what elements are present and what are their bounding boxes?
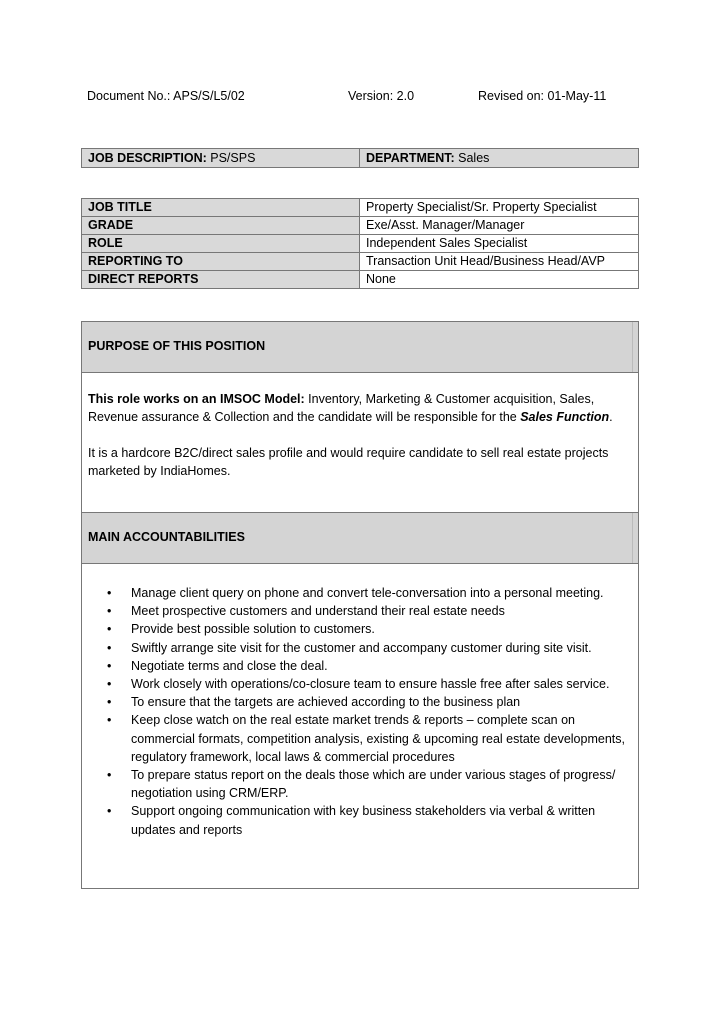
list-item: [82, 802, 638, 838]
list-item: [82, 657, 638, 675]
purpose-paragraph-profile: It is a hardcore B2C/direct sales profile and would require candidate to sell real estate projects marketed by IndiaHomes.: [88, 446, 609, 478]
list-item: [82, 711, 638, 766]
job-description-row: [82, 149, 639, 168]
job-description-cell: [82, 149, 360, 168]
department-cell: [360, 149, 639, 168]
job-description-label: JOB DESCRIPTION:: [88, 150, 207, 165]
accountabilities-title: MAIN ACCOUNTABILITIES: [88, 530, 245, 544]
purpose-model-end: .: [609, 410, 613, 424]
row-value: Exe/Asst. Manager/Manager: [360, 217, 639, 235]
list-item-text: Provide best possible solution to customers.: [131, 622, 375, 637]
bullet-icon: •: [107, 658, 112, 673]
document-header: [87, 89, 647, 105]
document-number: Document No.: APS/S/L5/02: [87, 89, 245, 103]
list-item-text: Swiftly arrange site visit for the customer and accompany customer during site visit.: [131, 640, 592, 655]
document-version: Version: 2.0: [348, 89, 415, 103]
list-item-text: Work closely with operations/co-closure team to ensure hassle free after sales service.: [131, 677, 610, 692]
list-item: [82, 639, 638, 657]
list-item-text: To ensure that the targets are achieved according to the business plan: [131, 695, 521, 710]
row-label: GRADE: [82, 217, 360, 235]
table-row: [82, 271, 639, 289]
list-item-text: Manage client query on phone and convert tele-conversation into a personal meeting.: [131, 586, 604, 600]
bullet-icon: •: [107, 677, 112, 692]
list-item: [82, 584, 638, 602]
bullet-icon: •: [107, 695, 112, 710]
table-row: [82, 199, 639, 217]
row-value: Independent Sales Specialist: [360, 235, 639, 253]
row-value: Transaction Unit Head/Business Head/AVP: [360, 253, 639, 271]
bullet-icon: •: [107, 640, 112, 655]
list-item: [82, 675, 638, 693]
list-item-text: Meet prospective customers and understand their real estate needs: [131, 604, 505, 619]
list-item: [82, 766, 638, 802]
list-item-text: Negotiate terms and close the deal.: [131, 658, 328, 673]
row-label: JOB TITLE: [82, 199, 360, 217]
list-item-text: To prepare status report on the deals those which are under various stages of progress/ negotiation using CRM/ERP.: [131, 768, 616, 801]
job-info-table: [81, 198, 639, 289]
job-description-table: [81, 148, 639, 168]
table-row: [82, 253, 639, 271]
job-description-value: PS/SPS: [210, 150, 256, 165]
list-item: [82, 693, 638, 711]
department-value: Sales: [458, 150, 490, 165]
list-item: [82, 602, 638, 620]
table-row: [82, 217, 639, 235]
bullet-icon: •: [107, 604, 112, 619]
list-item: [82, 620, 638, 638]
purpose-title: PURPOSE OF THIS POSITION: [88, 339, 266, 353]
bullet-icon: •: [107, 586, 112, 600]
purpose-model-text: Inventory, Marketing & Customer acquisition, Sales, Revenue assurance & Collection and the candidate will be responsible for the: [88, 392, 595, 424]
list-item-text: Support ongoing communication with key business stakeholders via verbal & written updates and reports: [131, 804, 596, 837]
purpose-model-emphasis: Sales Function: [520, 410, 610, 424]
purpose-body: [82, 373, 638, 512]
row-value: Property Specialist/Sr. Property Specialist: [360, 199, 639, 217]
bullet-icon: •: [107, 804, 112, 819]
bullet-icon: •: [107, 768, 112, 783]
bullet-icon: •: [107, 713, 112, 728]
row-label: REPORTING TO: [82, 253, 360, 271]
table-row: [82, 235, 639, 253]
purpose-section: [81, 321, 639, 513]
department-label: DEPARTMENT:: [366, 150, 455, 165]
purpose-header-band: [82, 322, 638, 373]
list-item-text: Keep close watch on the real estate market trends & reports – complete scan on commercial formats, competition analysis, existing & upcoming real estate developments, regulatory framework, local laws & commercial procedures: [131, 713, 625, 764]
band-divider: [632, 513, 633, 563]
purpose-paragraph-model: [88, 390, 632, 426]
row-label: ROLE: [82, 235, 360, 253]
revision-date: Revised on: 01-May-11: [478, 89, 607, 103]
bullet-icon: •: [107, 622, 112, 637]
purpose-model-bold: This role works on an IMSOC Model:: [88, 392, 305, 406]
accountabilities-list: [82, 564, 638, 839]
accountabilities-section: [81, 512, 639, 889]
row-value: None: [360, 271, 639, 289]
row-label: DIRECT REPORTS: [82, 271, 360, 289]
band-divider: [632, 322, 633, 372]
accountabilities-header-band: [82, 512, 638, 564]
